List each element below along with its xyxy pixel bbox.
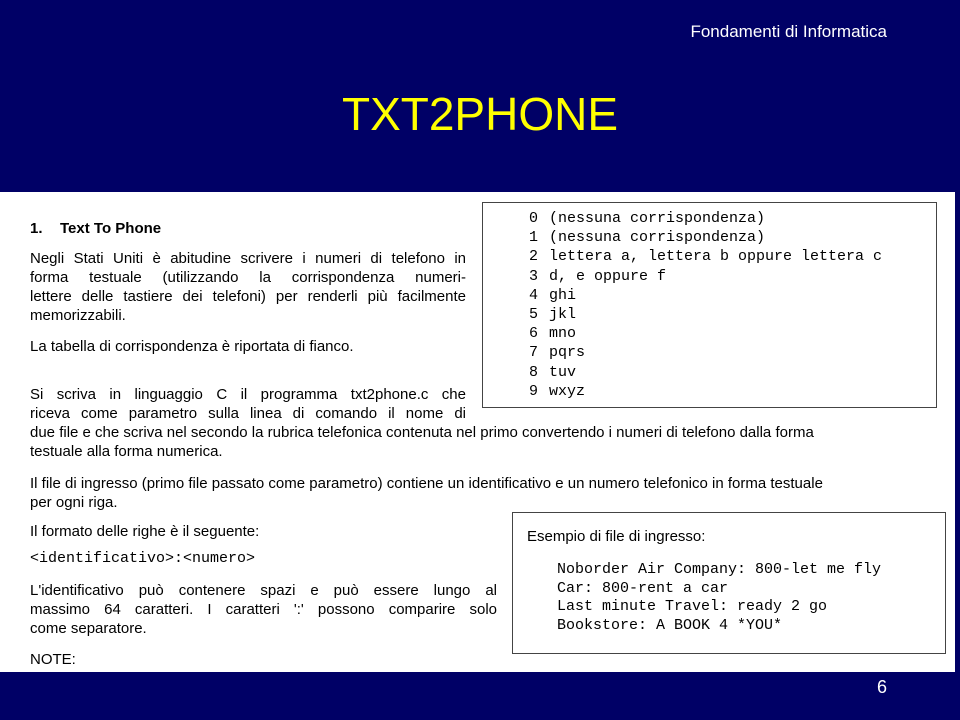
task-line: due file e che scriva nel secondo la rubrica telefonica contenuta nel primo convertendo i numeri di telefono dalla forma	[30, 424, 814, 441]
notes-label: NOTE:	[30, 651, 76, 668]
task-line: Si scriva in linguaggio C il programma txt2phone.c che	[30, 386, 466, 403]
identifier-line: come separatore.	[30, 620, 147, 637]
intro-line: memorizzabili.	[30, 307, 126, 324]
format-intro: Il formato delle righe è il seguente:	[30, 523, 260, 540]
course-title: Fondamenti di Informatica	[690, 22, 887, 41]
input-file-line: Il file di ingresso (primo file passato come parametro) contiene un identificativo e un numero telefonico in forma testuale	[30, 475, 823, 492]
mapping-letters: lettera a, lettera b oppure lettera c	[549, 248, 883, 266]
mapping-row	[529, 363, 936, 382]
example-line: Last minute Travel: ready 2 go	[557, 598, 828, 615]
mapping-row	[529, 286, 936, 305]
intro-line: Negli Stati Uniti è abitudine scrivere i numeri di telefono in	[30, 250, 466, 267]
mapping-row	[529, 382, 936, 401]
mapping-letters: tuv	[549, 363, 577, 381]
identifier-line: massimo 64 caratteri. I caratteri ':' possono comparire solo	[30, 601, 497, 618]
mapping-letters: d, e oppure f	[549, 267, 667, 285]
mapping-row	[529, 324, 936, 343]
mapping-letters: wxyz	[549, 382, 586, 400]
mapping-letters: mno	[549, 325, 577, 343]
section-heading	[30, 219, 161, 238]
mapping-digit: 4	[529, 286, 539, 304]
mapping-digit: 5	[529, 306, 539, 324]
input-file-line: per ogni riga.	[30, 494, 118, 511]
mapping-letters: (nessuna corrispondenza)	[549, 229, 766, 247]
intro-line: forma testuale (utilizzando la corrispondenza numeri-	[30, 269, 466, 286]
mapping-letters: ghi	[549, 286, 577, 304]
page-number: 6	[876, 677, 887, 697]
mapping-digit: 2	[529, 248, 539, 266]
mapping-letters: (nessuna corrispondenza)	[549, 210, 766, 227]
mapping-digit: 9	[529, 382, 539, 400]
format-syntax: <identificativo>:<numero>	[30, 550, 256, 567]
example-line: Car: 800-rent a car	[557, 579, 729, 597]
mapping-table	[482, 202, 937, 408]
mapping-row	[529, 267, 936, 286]
slide-title: TXT2PHONE	[341, 88, 619, 140]
document-page	[0, 192, 955, 672]
example-title: Esempio di file di ingresso:	[527, 528, 706, 545]
mapping-letters: jkl	[549, 306, 577, 324]
mapping-digit: 8	[529, 363, 539, 381]
example-box	[512, 512, 946, 654]
mapping-row	[529, 209, 936, 228]
example-line: Bookstore: A BOOK 4 *YOU*	[557, 616, 783, 634]
mapping-letters: pqrs	[549, 344, 586, 362]
mapping-digit: 7	[529, 344, 539, 362]
identifier-line: L'identificativo può contenere spazi e può essere lungo al	[30, 582, 497, 599]
mapping-row	[529, 247, 936, 266]
task-line: testuale alla forma numerica.	[30, 443, 223, 460]
table-intro: La tabella di corrispondenza è riportata di fianco.	[30, 338, 354, 355]
mapping-digit: 3	[529, 267, 539, 285]
section-title: Text To Phone	[60, 220, 162, 237]
intro-line: lettere delle tastiere dei telefoni) per renderli più facilmente	[30, 288, 466, 305]
mapping-row	[529, 343, 936, 362]
task-line: riceva come parametro sulla linea di comando il nome di	[30, 405, 466, 422]
mapping-digit: 0	[529, 210, 539, 227]
mapping-digit: 6	[529, 325, 539, 343]
example-line: Noborder Air Company: 800-let me fly	[557, 561, 882, 578]
mapping-row	[529, 228, 936, 247]
mapping-row	[529, 305, 936, 324]
section-number: 1.	[30, 220, 43, 237]
mapping-digit: 1	[529, 229, 539, 247]
